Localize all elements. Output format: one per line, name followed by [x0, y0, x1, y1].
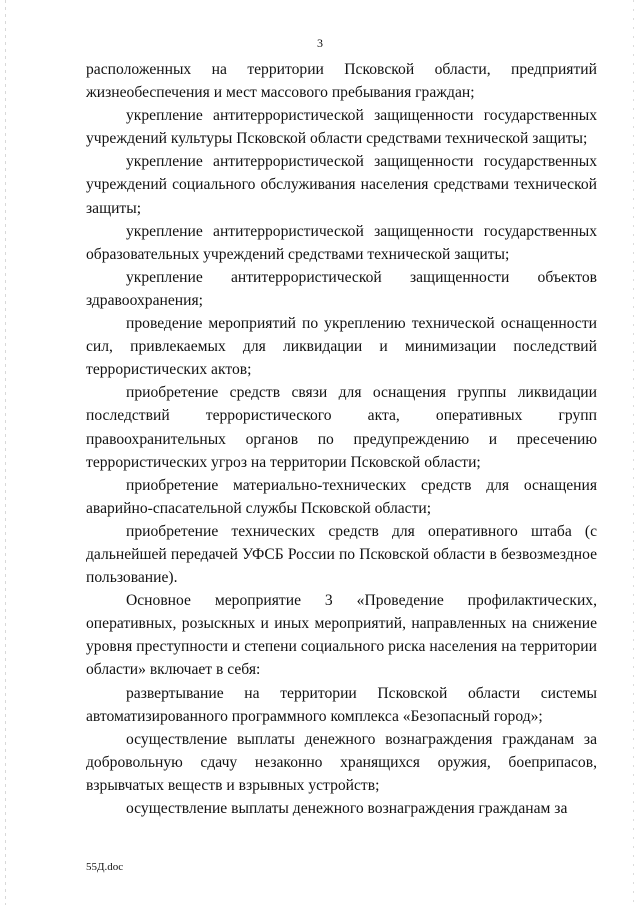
paragraph: осуществление выплаты денежного вознаграждения гражданам за добровольную сдачу незаконно хранящихся оружия, боеприпасов, взрывчатых веществ и взрывных устройств; — [86, 730, 597, 794]
paragraph: укрепление антитеррористической защищенности объектов здравоохранения; — [86, 268, 597, 309]
page-number: 3 — [317, 36, 323, 50]
footer-filename: 55Д.doc — [86, 861, 124, 873]
paragraph: приобретение материально-технических средств для оснащения аварийно-спасательной службы Псковской области; — [86, 476, 597, 517]
paragraph: развертывание на территории Псковской области системы автоматизированного программного комплекса «Безопасный город»; — [86, 684, 597, 725]
scan-edge-right — [633, 0, 634, 905]
paragraph: расположенных на территории Псковской области, предприятий жизнеобеспечения и мест массового пребывания граждан; — [86, 61, 597, 102]
scan-edge-left — [5, 0, 6, 905]
paragraph: Основное мероприятие 3 «Проведение профилактических, оперативных, розыскных и иных мероприятий, направленных на снижение уровня преступности и степени социального риска населения на территории области» включает в себя: — [86, 592, 597, 679]
document-body — [86, 58, 597, 820]
paragraph: укрепление антитеррористической защищенности государственных учреждений культуры Псковской области средствами технической защиты; — [86, 107, 597, 148]
paragraph: проведение мероприятий по укреплению технической оснащенности сил, привлекаемых для ликвидации и минимизации последствий террористических актов; — [86, 315, 597, 379]
paragraph: приобретение средств связи для оснащения группы ликвидации последствий террористического акта, оперативных групп правоохранительных органов по предупреждению и пресечению террористических угроз на территории Псковской области; — [86, 384, 597, 471]
paragraph: укрепление антитеррористической защищенности государственных учреждений социального обслуживания населения средствами технической защиты; — [86, 153, 597, 217]
paragraph: осуществление выплаты денежного вознаграждения гражданам за — [126, 800, 568, 817]
paragraph: укрепление антитеррористической защищенности государственных образовательных учреждений средствами технической защиты; — [86, 222, 597, 263]
paragraph: приобретение технических средств для оперативного штаба (с дальнейшей передачей УФСБ России по Псковской области в безвозмездное пользование). — [86, 522, 597, 587]
